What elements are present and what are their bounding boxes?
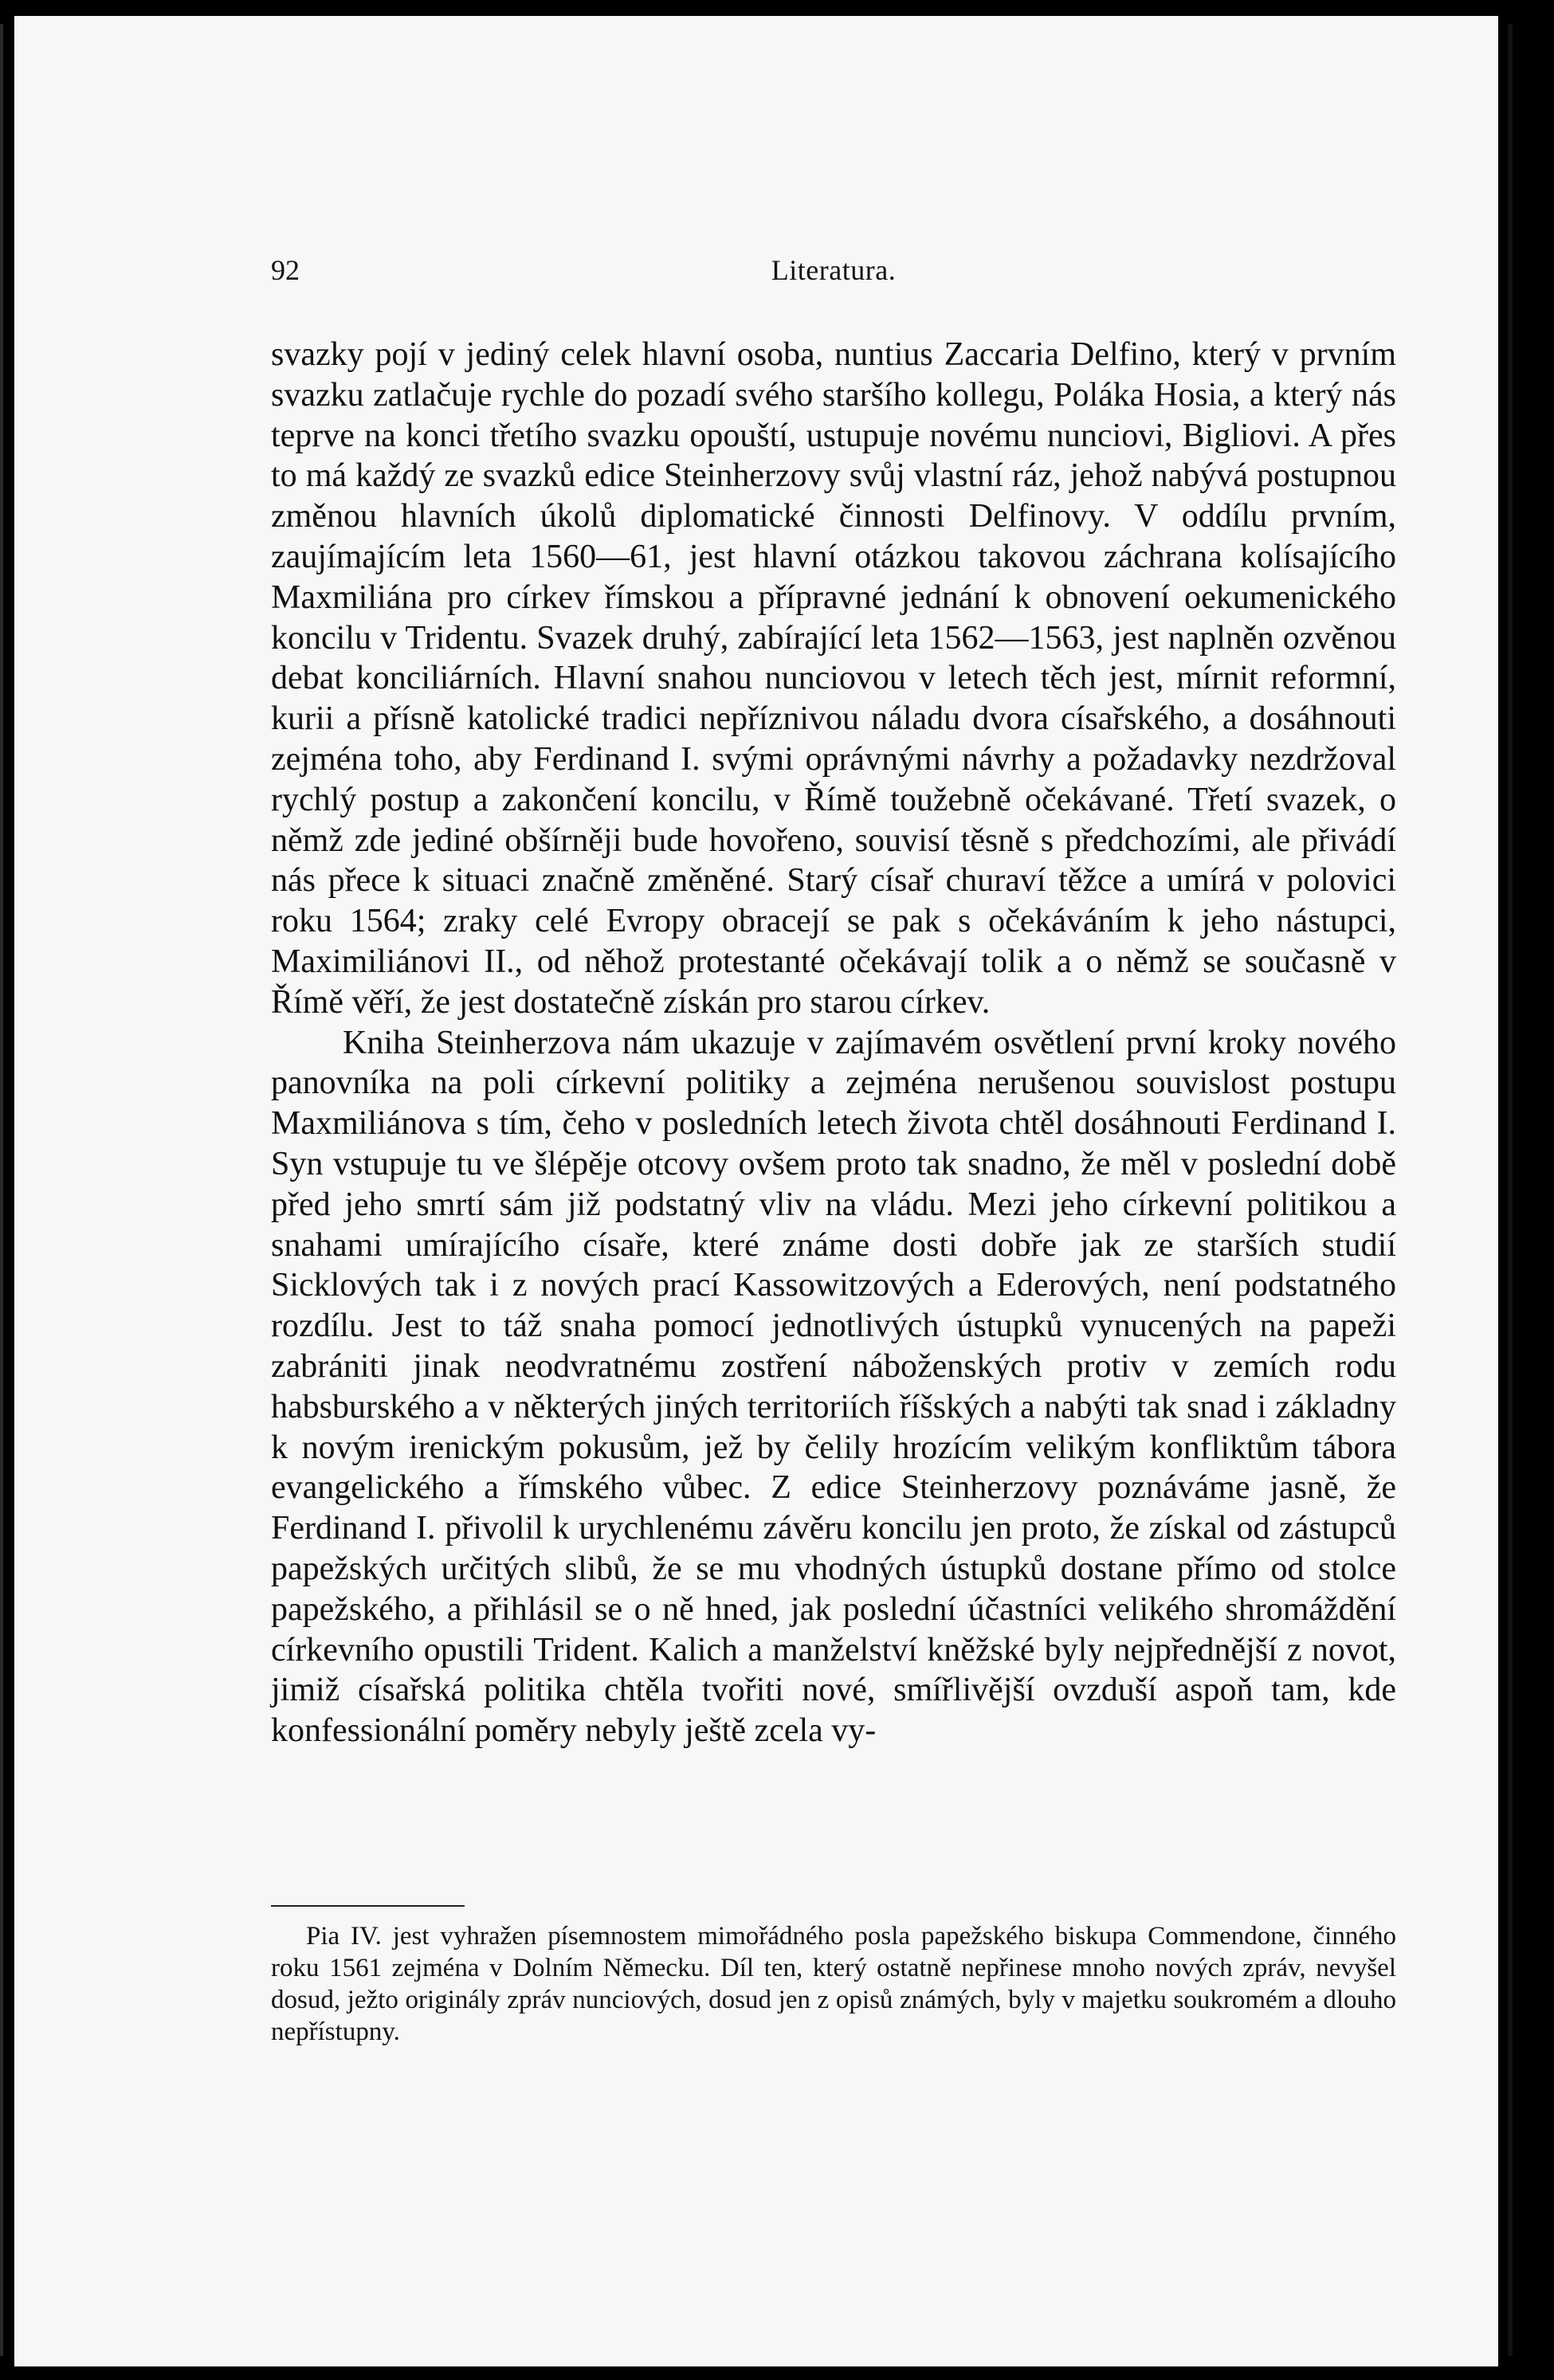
running-head — [271, 253, 1396, 301]
scan-edge-right — [1508, 24, 1513, 2356]
main-text — [271, 335, 1396, 1751]
footnote-divider — [271, 1905, 465, 1907]
paragraph-1: svazky pojí v jediný celek hlavní osoba, nuntius Zaccaria Delfino, který v prvním svazku zatlačuje rychle do pozadí svého staršího kollegu, Poláka Hosia, a který nás teprve na konci třetího svazku opouští, ustupuje novému nunciovi, Bigliovi. A přes to má každý ze svazků edice Steinherzovy svůj vlastní ráz, jehož nabývá postupnou změnou hlavních úkolů diplomatické činnosti Delfinovy. V oddílu prvním, zaujímajícím leta 1560—61, jest hlavní otázkou takovou záchrana kolísajícího Maxmiliána pro církev římskou a přípravné jednání k obnovení oekumenického koncilu v Tridentu. Svazek druhý, zabírající leta 1562—1563, jest naplněn ozvěnou debat konciliárních. Hlavní snahou nunciovou v letech těch jest, mírnit reformní, kurii a přísně katolické tradici nepříznivou náladu dvora císařského, a dosáhnouti zejména toho, aby Ferdinand I. svými oprávnými návrhy a požadavky nezdržoval rychlý postup a zakončení koncilu, v Římě toužebně očekávané. Třetí svazek, o němž zde jediné obšírněji bude hovořeno, souvisí těsně s předchozími, ale přivádí nás přece k situaci značně změněné. Starý císař churaví těžce a umírá v polovici roku 1564; zraky celé Evropy obracejí se pak s očekáváním k jeho nástupci, Maximiliánovi II., od něhož protestanté očekávají tolik a o němž se současně v Římě věří, že jest dostatečně získán pro starou církev. — [271, 336, 1396, 1021]
page-number: 92 — [271, 254, 300, 286]
running-title: Literatura. — [771, 254, 897, 286]
paragraph-2: Kniha Steinherzova nám ukazuje v zajímavém osvětlení první kroky nového panovníka na poli církevní politiky a zejména nerušenou souvislost postupu Maxmiliánova s tím, čeho v posledních letech života chtěl dosáhnouti Ferdinand I. Syn vstupuje tu ve šlépěje otcovy ovšem proto tak snadno, že měl v poslední době před jeho smrtí sám již podstatný vliv na vládu. Mezi jeho církevní politikou a snahami umírajícího císaře, které známe dosti dobře jak ze starších studií Sicklových tak i z nových prací Kassowitzových a Ederových, není podstatného rozdílu. Jest to táž snaha pomocí jednotlivých ústupků vynucených na papeži zabrániti jinak neodvratnému zostření náboženských protiv v zemích rodu habsburského a v některých jiných territoriích říšských a nabýti tak snad i základny k novým irenickým pokusům, jež by čelily hrozícím velikým konfliktům tábora evangelického a římského vůbec. Z edice Steinherzovy poznáváme jasně, že Ferdinand I. přivolil k urychlenému závěru koncilu jen proto, že získal od zástupců papežských určitých slibů, že se mu vhodných ústupků dostane přímo od stolce papežského, a přihlásil se o ně hned, jak poslední účastníci velikého shromáždění církevního opustili Trident. Kalich a manželství kněžské byly nejpřednější z novot, jimiž císařská politika chtěla tvořiti nové, smířlivější ovzduší aspoň tam, kde konfessionální poměry nebyly ještě zcela vy- — [271, 1024, 1396, 1750]
scan-edge-left — [0, 24, 3, 2356]
footnote: Pia IV. jest vyhražen písemnostem mimořádného posla papežského biskupa Commendone, činného roku 1561 zejména v Dolním Německu. Díl ten, který ostatně nepřinese mnoho nových zpráv, nevyšel dosud, ježto originály zpráv nunciových, dosud jen z opisů známých, byly v majetku soukromém a dlouho nepřístupny. — [271, 1922, 1396, 2046]
